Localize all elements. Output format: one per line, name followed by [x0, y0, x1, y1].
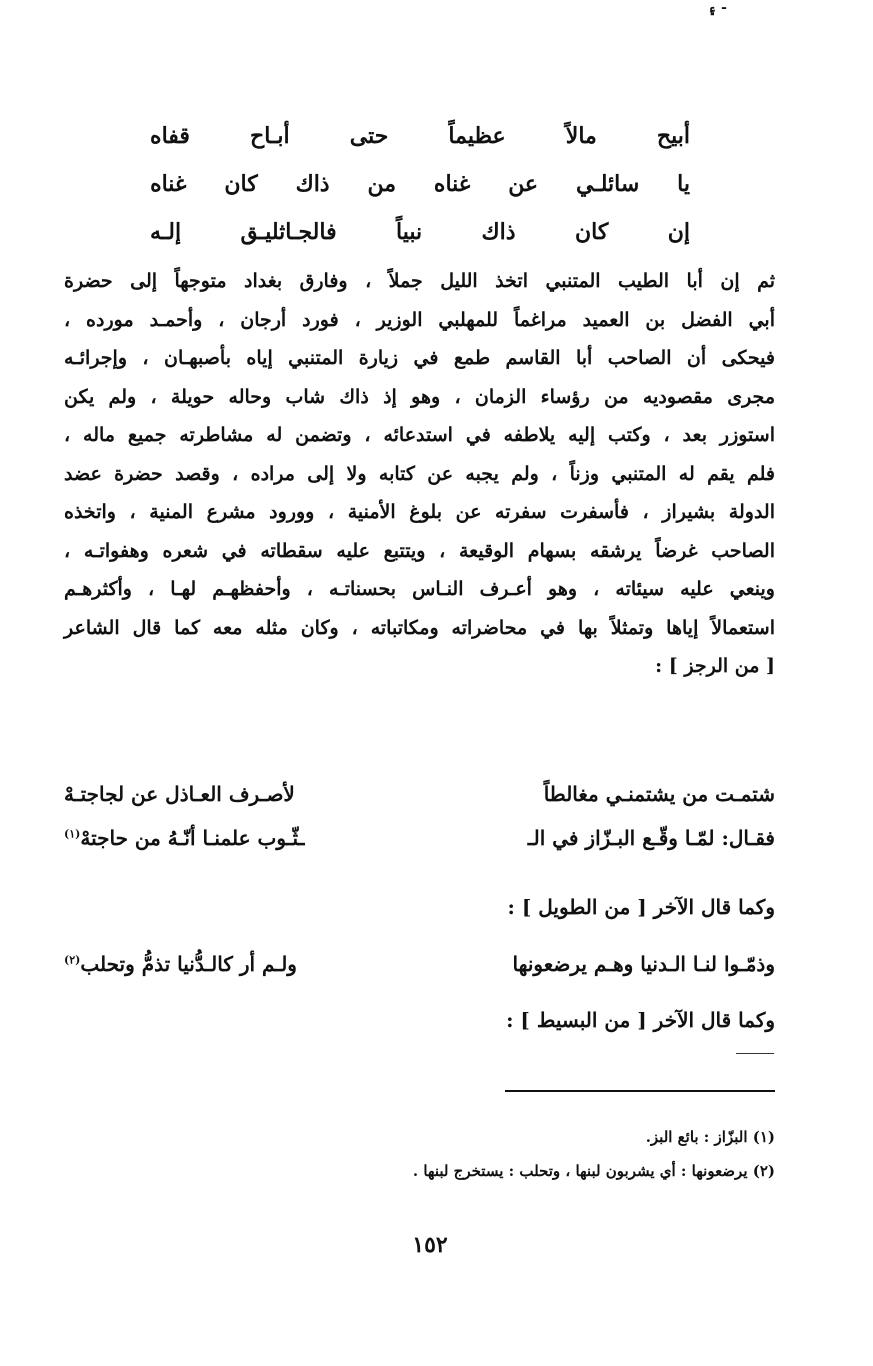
prose-line: أبي الفضل بن العميد مراغماً للمهلبي الوزير ، فورد أرجان ، وأحمـد مورده ، — [64, 308, 775, 331]
footnote-separator — [505, 1090, 775, 1092]
poem-row — [64, 942, 775, 986]
poem-hemistich-left-text: ولـم أر كالـدُّنيا تذمُّ وتحلب — [80, 952, 297, 976]
poem-intro: وكما قال الآخر [ من الطويل ] : — [507, 895, 775, 919]
verse-word: إن — [667, 219, 690, 245]
verse-word: غناه — [150, 171, 187, 197]
prose-line: ثم إن أبا الطيب المتنبي اتخذ الليل جملاً ، وفارق بغداد متوجهاً إلى حضرة — [64, 270, 775, 292]
footnote-marker: (٢) — [64, 953, 81, 967]
verse-word: إلـه — [150, 219, 182, 245]
verse-word: نبياً — [396, 219, 423, 245]
verse-word: كان — [224, 171, 258, 197]
verse-word: فالجـاثليـق — [240, 219, 337, 245]
verse-word: أبـاح — [250, 123, 290, 149]
verse-word: أبيح — [656, 123, 690, 149]
verse-word: عظيماً — [448, 123, 506, 149]
poem-hemistich-left: لأصـرف العـاذل عن لجاجتـهْ — [64, 782, 295, 806]
poem-rajaz — [64, 772, 775, 860]
verse-word: ذاك — [295, 171, 330, 197]
verse-word: كان — [574, 219, 609, 245]
poem-row — [64, 816, 775, 860]
footnotes — [413, 1120, 775, 1188]
prose-line: [ من الرجز ] : — [655, 655, 775, 677]
prose-line: فلم يقم له المتنبي وزناً ، ولم يجبه عن كتابه ولا إلى مراده ، وقصد حضرة عضد — [64, 462, 775, 485]
poem-tawil — [64, 942, 775, 986]
corner-mark: - ۽ — [708, 0, 727, 16]
verse-block-top — [150, 112, 690, 256]
verse-word: سائلـي — [575, 171, 640, 197]
verse-word: غناه — [433, 171, 471, 197]
verse-word: من — [367, 171, 397, 197]
prose-line: وينعي عليه سيئاته ، وهو أعـرف النـاس بحسناتـه ، وأحفظهـم لهـا ، وأكثرهـم — [64, 578, 775, 600]
poem-hemistich-left-text: ـثّـوب علمنـا أنّـهُ من حاجتهْ — [80, 826, 305, 850]
prose-line: فيحكى أن الصاحب أبا القاسم طمع في زيارة المتنبي إياه بأصبهـان ، وإجرائـه — [64, 347, 775, 369]
verse-word: قفاه — [150, 123, 190, 149]
prose-line: الدولة بشيراز ، فأسفرت سفرته عن بلوغ الأمنية ، وورود مشرع المنية ، واتخذه — [64, 501, 775, 523]
verse-word: عن — [508, 171, 539, 197]
verse-word: ذاك — [481, 219, 516, 245]
footnote: (٢) يرضعونها : أي يشربون لبنها ، وتحلب : يستخرج لبنها . — [412, 1162, 775, 1180]
verse-line — [150, 160, 690, 208]
verse-word: مالاً — [565, 123, 597, 149]
prose-line: استعمالاً إياها وتمثلاً بها في محاضراته ومكاتباته ، وكان مثله معه كما قال الشاعر — [64, 616, 775, 639]
prose-paragraph — [64, 262, 775, 686]
poem-hemistich-right: شتمـت من يشتمنـي مغالطاً — [543, 782, 775, 806]
verse-line — [150, 208, 690, 256]
prose-line: مجرى مقصوديه من رؤساء الزمان ، وهو إذ ذاك شاب وحاله حويلة ، ولم يكن — [64, 385, 775, 408]
verse-line — [150, 112, 690, 160]
poem-row — [64, 772, 775, 816]
prose-line: الصاحب غرضاً يرشقه بسهام الوقيعة ، ويتتبع عليه سقطاته في شعره وهفواتـه ، — [64, 539, 775, 562]
page-number: ١٥٢ — [412, 1232, 448, 1258]
poem-intro: وكما قال الآخر [ من البسيط ] : — [506, 1008, 775, 1032]
verse-word: يا — [677, 171, 690, 197]
prose-line: استوزر بعد ، وكتب إليه يلاطفه في استدعائه ، وتضمن له مشاطرته جميع ماله ، — [64, 424, 775, 446]
poem-hemistich-left — [64, 952, 297, 976]
verse-word: حتى — [349, 123, 389, 149]
catchword-rule — [736, 1053, 774, 1054]
poem-hemistich-right: وذمّـوا لنـا الـدنيا وهـم يرضعونها — [512, 952, 775, 976]
footnote-marker: (١) — [64, 827, 81, 841]
poem-hemistich-right: فقـال: لمّـا وقّـع البـزّاز في الـ — [527, 826, 775, 850]
footnote: (١) البزّاز : بائع البز. — [645, 1128, 775, 1146]
poem-hemistich-left — [64, 826, 304, 850]
